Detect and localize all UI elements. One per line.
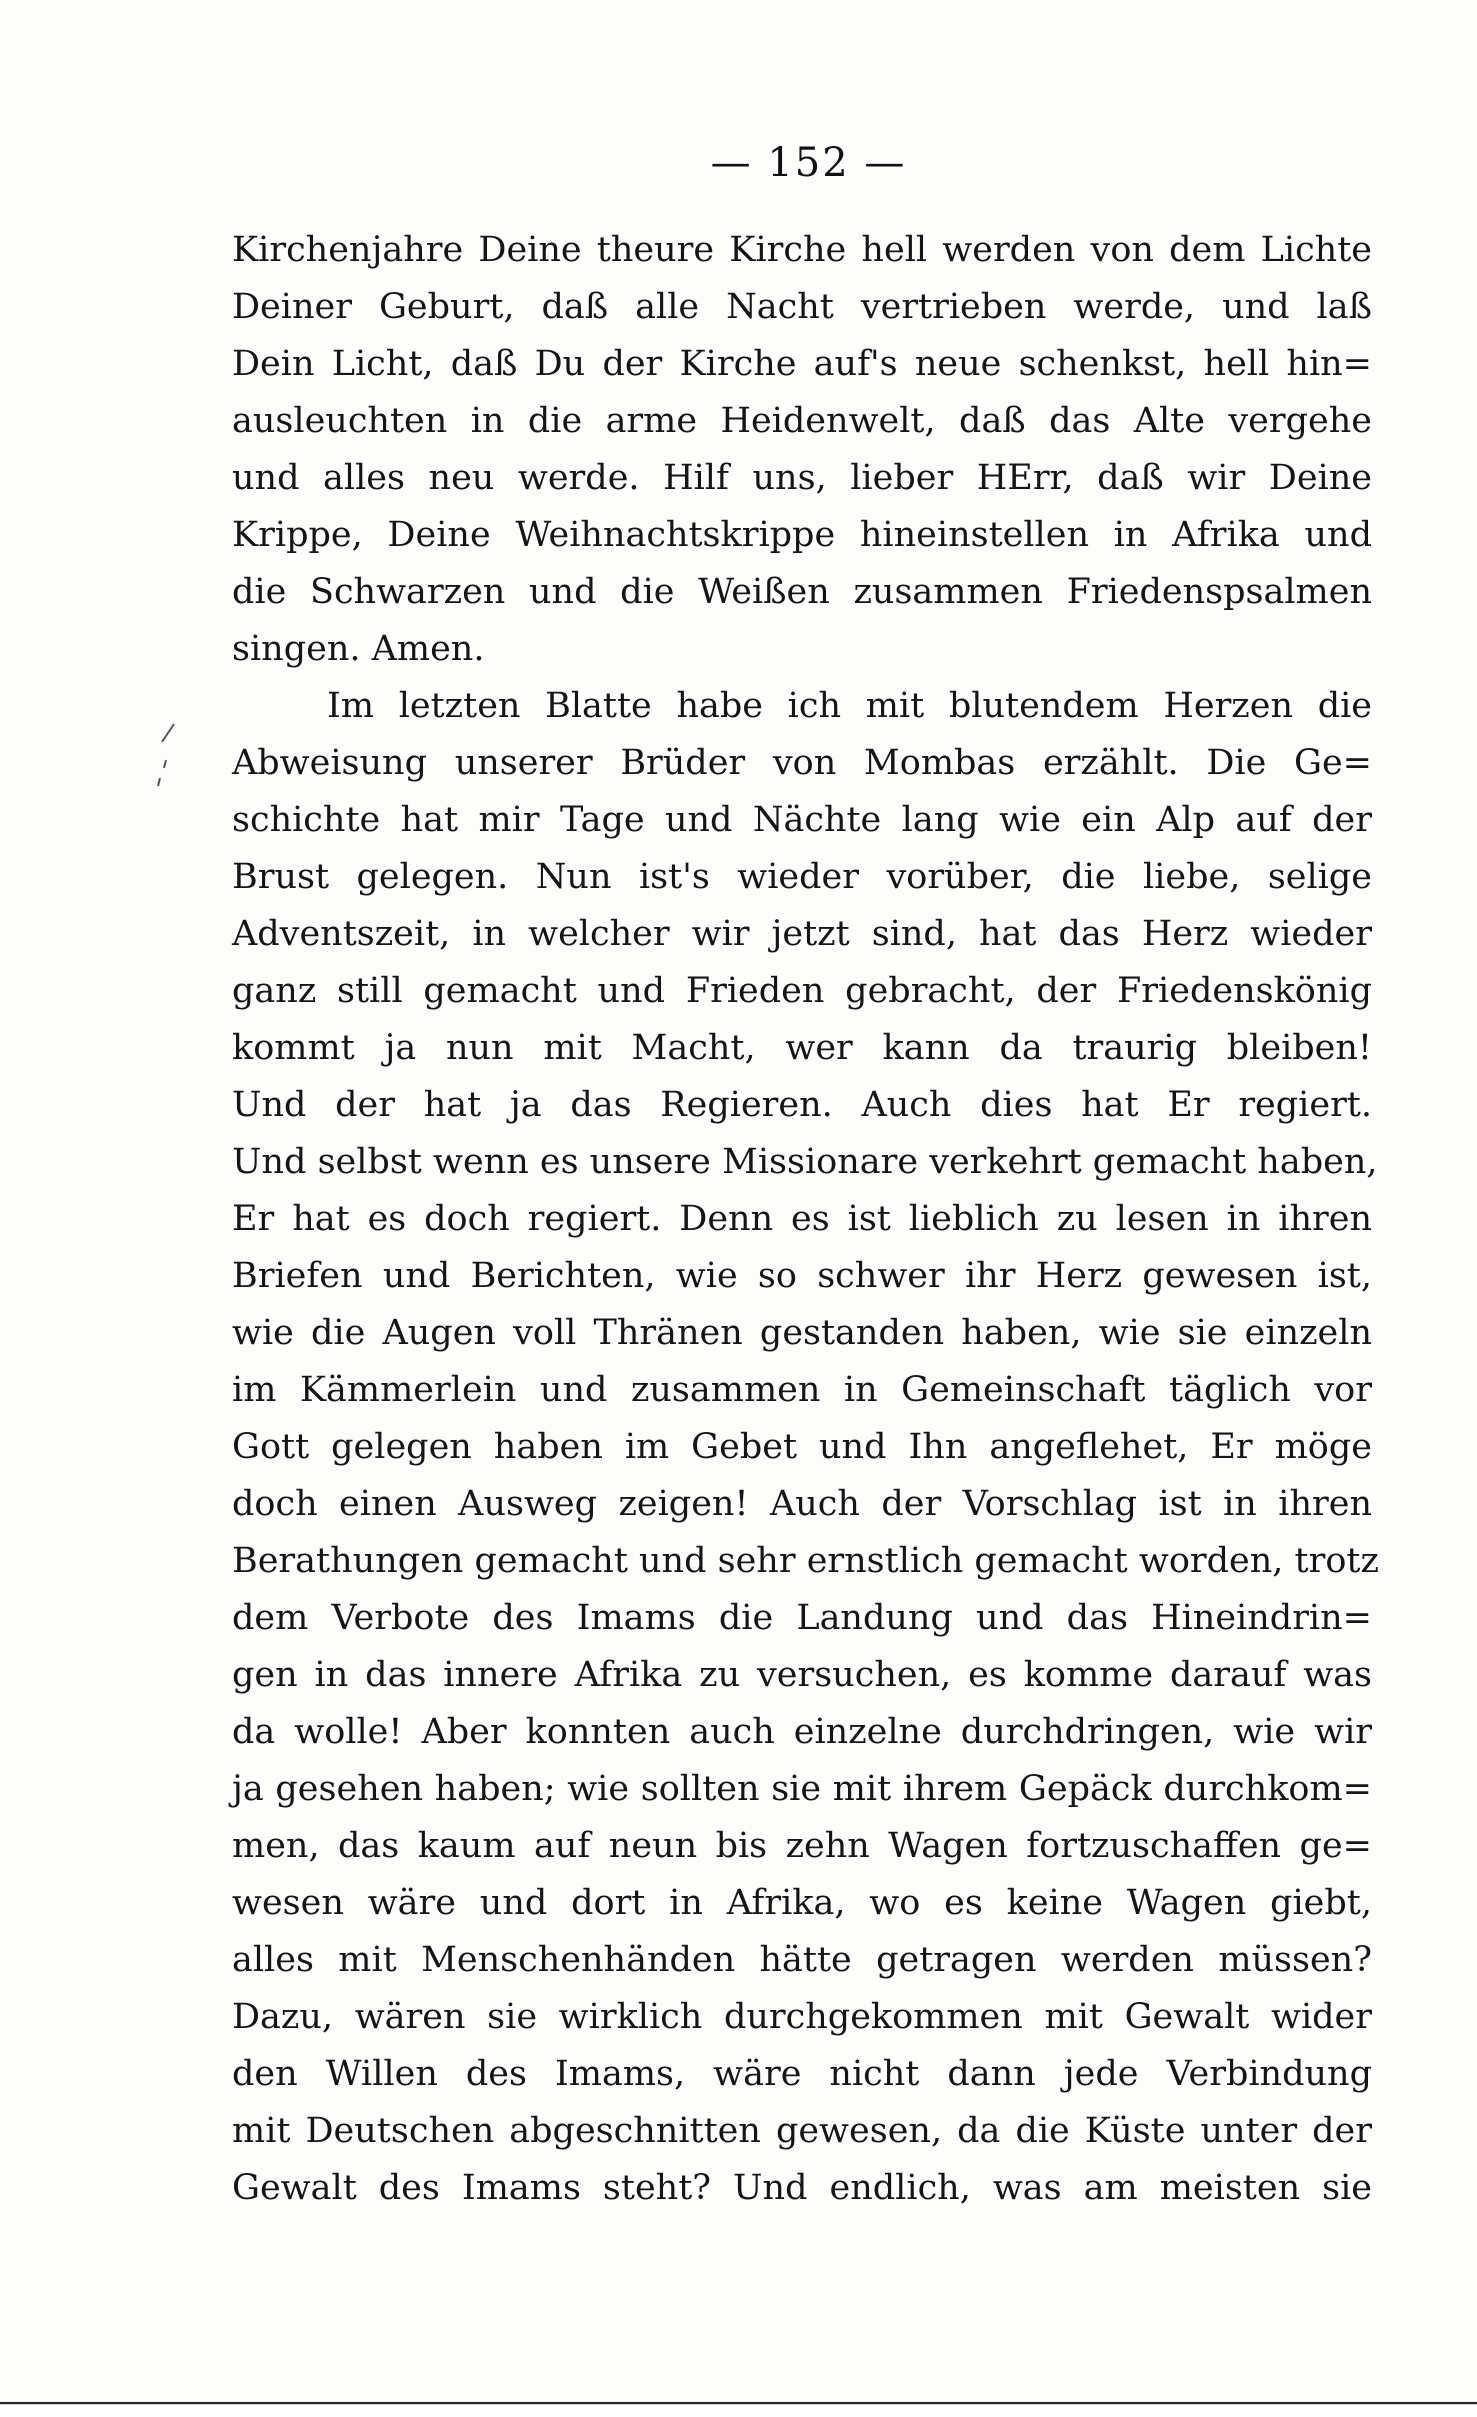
text-line: Gewalt des Imams steht? Und endlich, was am meisten sie <box>232 2168 1372 2208</box>
text-line: Briefen und Berichten, wie so schwer ihr Herz gewesen ist, <box>232 1256 1372 1296</box>
text-line: kommt ja nun mit Macht, wer kann da traurig bleiben! <box>232 1028 1372 1068</box>
text-line: die Schwarzen und die Weißen zusammen Friedenspsalmen <box>232 572 1372 612</box>
text-line: Berathungen gemacht und sehr ernstlich gemacht worden, trotz <box>232 1541 1379 1581</box>
text-line: wie die Augen voll Thränen gestanden haben, wie sie einzeln <box>232 1313 1372 1353</box>
text-line: doch einen Ausweg zeigen! Auch der Vorschlag ist in ihren <box>232 1484 1372 1524</box>
text-line: den Willen des Imams, wäre nicht dann jede Verbindung <box>232 2054 1372 2094</box>
text-line: ausleuchten in die arme Heidenwelt, daß das Alte vergehe <box>232 401 1372 441</box>
text-line: ganz still gemacht und Frieden gebracht, der Friedenskönig <box>232 971 1372 1011</box>
text-line: Dein Licht, daß Du der Kirche auf's neue schenkst, hell hin= <box>232 344 1372 384</box>
text-line: Deiner Geburt, daß alle Nacht vertrieben werde, und laß <box>232 287 1372 327</box>
text-line: Dazu, wären sie wirklich durchgekommen mit Gewalt wider <box>232 1997 1372 2037</box>
text-line: ja gesehen haben; wie sollten sie mit ihrem Gepäck durchkom= <box>232 1769 1372 1809</box>
text-line: schichte hat mir Tage und Nächte lang wie ein Alp auf der <box>232 800 1372 840</box>
page-bottom-edge <box>0 2383 1477 2417</box>
text-line: wesen wäre und dort in Afrika, wo es keine Wagen giebt, <box>232 1883 1372 1923</box>
text-line: im Kämmerlein und zusammen in Gemeinschaft täglich vor <box>232 1370 1372 1410</box>
text-line: Und der hat ja das Regieren. Auch dies hat Er regiert. <box>232 1085 1372 1125</box>
text-line: Adventszeit, in welcher wir jetzt sind, hat das Herz wieder <box>232 914 1372 954</box>
text-line: Er hat es doch regiert. Denn es ist lieblich zu lesen in ihren <box>232 1199 1372 1239</box>
text-line: Und selbst wenn es unsere Missionare verkehrt gemacht haben, <box>232 1142 1378 1182</box>
margin-pencil-mark <box>152 720 182 790</box>
text-line: mit Deutschen abgeschnitten gewesen, da die Küste unter der <box>232 2111 1372 2151</box>
text-line: Abweisung unserer Brüder von Mombas erzählt. Die Ge= <box>232 743 1372 783</box>
text-line: singen. Amen. <box>232 629 485 669</box>
paragraph-first-line: Im letzten Blatte habe ich mit blutendem Herzen die <box>327 686 1372 726</box>
text-line: da wolle! Aber konnten auch einzelne durchdringen, wie wir <box>232 1712 1372 1752</box>
text-line: dem Verbote des Imams die Landung und das Hineindrin= <box>232 1598 1372 1638</box>
body-text <box>232 222 1379 2217</box>
page-number: — 152 — <box>710 140 907 186</box>
text-line: Kirchenjahre Deine theure Kirche hell werden von dem Lichte <box>232 230 1372 270</box>
text-line: Krippe, Deine Weihnachtskrippe hineinstellen in Afrika und <box>232 515 1372 555</box>
text-line: men, das kaum auf neun bis zehn Wagen fortzuschaffen ge= <box>232 1826 1372 1866</box>
text-line: Brust gelegen. Nun ist's wieder vorüber, die liebe, selige <box>232 857 1372 897</box>
text-line: und alles neu werde. Hilf uns, lieber HErr, daß wir Deine <box>232 458 1372 498</box>
text-line: gen in das innere Afrika zu versuchen, es komme darauf was <box>232 1655 1372 1695</box>
text-line: alles mit Menschenhänden hätte getragen werden müssen? <box>232 1940 1372 1980</box>
text-line: Gott gelegen haben im Gebet und Ihn angeflehet, Er möge <box>232 1427 1372 1467</box>
